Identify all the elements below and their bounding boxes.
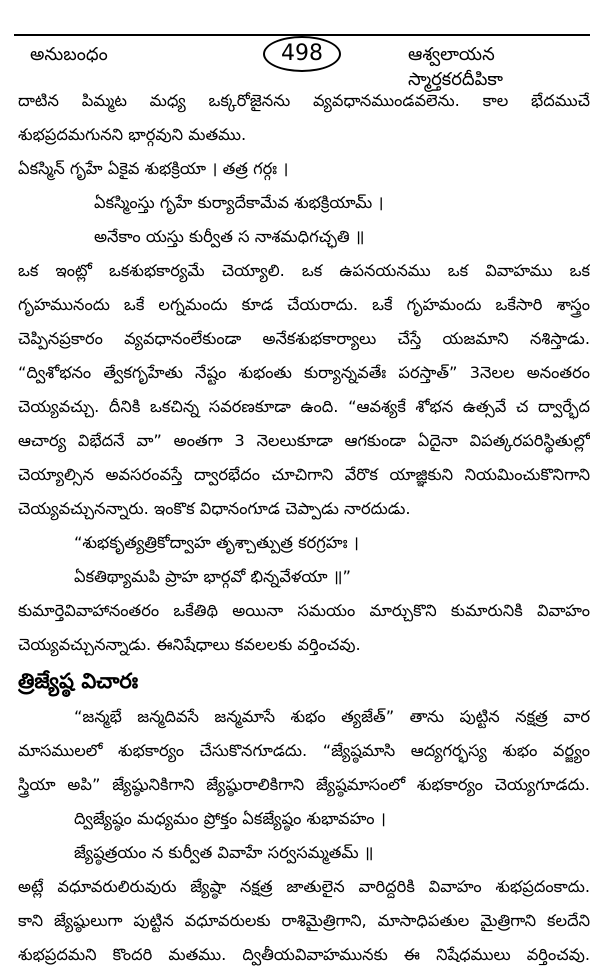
text-line: చెయ్యవచ్చునన్నారు. ఇంకొక విధానంగూడ చెప్పాడు నారదుడు. [18,499,411,518]
text-line: “జన్మభే జన్మదివసే జన్మమాసే శుభం త్యజేత్” తాను పుట్టిన నక్షత్ర వార [74,707,590,726]
sloka-line: జ్యేష్ఠత్రయం న కుర్వీత వివాహే సర్వసమ్మతమ్ ॥ [74,843,374,862]
sloka-line: ద్విజ్యేష్ఠం మధ్యమం ప్రోక్తం ఏకజ్యేష్ఠం శుభావహం । [74,809,386,828]
text-line: కాని జ్యేష్ఠులుగా పుట్టిన వధూవరులకు రాశిమైత్రిగాని, మాసాధిపతుల మైత్రిగాని కలదేని [18,911,590,930]
sloka-line: ఏకస్మింస్తు గృహే కుర్యాదేకామేవ శుభక్రియామ్ । [94,193,384,212]
text-line: చెయ్యాల్సిన అవసరంవస్తే ద్వారభేదం చూచిగాని వేరొక యాజ్ఞికుని నియమించుకొనిగాని [18,465,590,484]
sloka-line: అనేకాం యస్తు కుర్వీత స నాశమధిగచ్ఛతి ॥ [94,227,365,246]
text-line: శుభప్రదమని కొందరి మతము. ద్వితీయవివాహమునకు ఈ నిషేధములు వర్తించవు. [18,945,590,964]
text-line: స్త్రియా అపి” జ్యేష్ఠునికిగాని జ్యేష్ఠురాలికిగాని జ్యేష్ఠమాసంలో శుభకార్యం చెయ్యగూడదు. [18,775,590,794]
sloka-line: ఏకతిథ్యామపి ప్రాహ భార్గవో భిన్నవేళయా ॥” [74,567,351,586]
text-line: దాటిన పిమ్మట మధ్య ఒక్కరోజైనను వ్యవధానముండవలెను. కాల భేదముచే [18,91,590,110]
text-line: “ద్విశోభనం త్వేకగృహేతు నేష్టం శుభంతు కుర్యాన్నవతేః పరస్తాత్” 3నెలల అనంతరం [18,363,590,382]
text-line: ఆచార్య విభేదనే వా” అంతగా 3 నెలలుకూడా ఆగకుండా ఏదైనా విపత్కరపరిస్థితుల్లో [18,431,590,450]
sanskrit-line: ఏకస్మిన్ గృహే ఏకైవ శుభక్రియా । తత్ర గర్గః । [18,159,289,178]
text-line: ఒక ఇంట్లో ఒకశుభకార్యమే చెయ్యాలి. ఒక ఉపనయనము ఒక వివాహము ఒక [18,261,590,280]
text-line: శుభప్రదమగునని భార్గవుని మతము. [18,125,247,144]
sloka-line: “శుభకృత్యత్రికోద్వాహ తృశ్చాత్పుత్ర కరగ్రహః । [74,533,359,552]
page-number: 498 [263,36,341,72]
page-body [18,84,590,972]
text-line: చెప్పినప్రకారం వ్యవధానంలేకుండా అనేకశుభకార్యాలు చేస్తే యజమాని నశిస్తాడు. [18,329,590,348]
text-line: కుమార్తెవివాహానంతరం ఒకేతిథి అయినా సమయం మార్చుకొని కుమారునికి వివాహం [18,601,590,620]
text-line: చెయ్యవచ్చు. దీనికి ఒకచిన్న సవరణకూడా ఉంది. “ఆవశ్యకే శోభన ఉత్సవే చ ద్వార్భేద [18,397,590,416]
section-heading: త్రిజ్యేష్ఠ విచారః [18,669,139,693]
text-line: అట్లే వధూవరులిరువురు జ్యేష్ఠా నక్షత్ర జాతులైన వారిద్దరికి వివాహం శుభప్రదంకాదు. [18,877,590,896]
text-line: మాసములలో శుభకార్యం చేసుకొనగూడదు. “జ్యేష్ఠమాసి ఆద్యగర్భస్య శుభం వర్జ్యం [18,741,590,760]
book-title: ఆశ్వలాయన స్మార్తకరదీపికా [408,44,503,90]
text-line: గృహమునందు ఒకే లగ్నమందు కూడ చేయరాదు. ఒకే గృహమందు ఒకేసారి శాస్త్రం [18,295,590,314]
text-line: చెయ్యవచ్చునన్నాడు. ఈనిషేధాలు కవలలకు వర్తించవు. [18,635,361,654]
section-title: అనుబంధం [30,44,108,65]
